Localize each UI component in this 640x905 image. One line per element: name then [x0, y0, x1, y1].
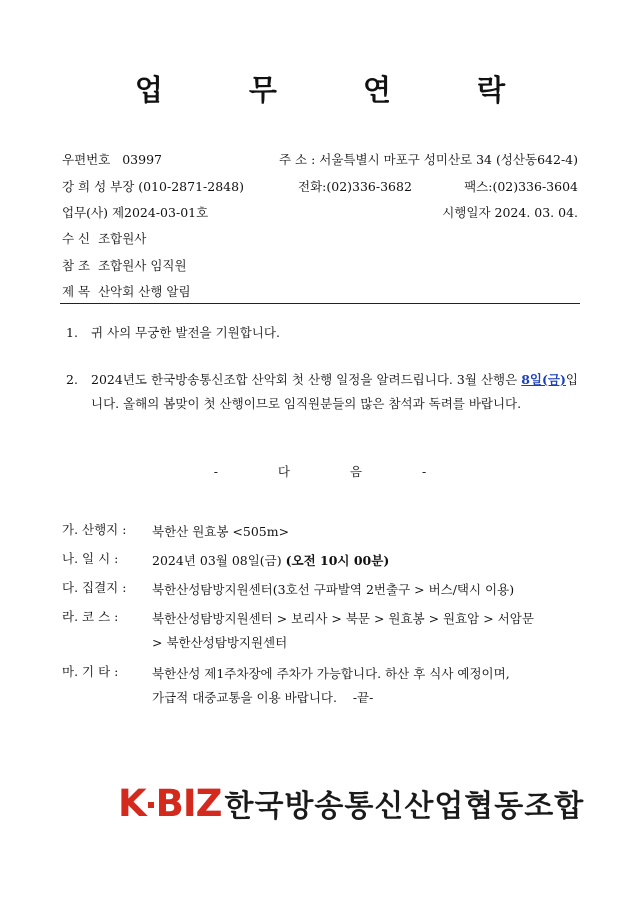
- paragraph-1: [66, 321, 578, 345]
- document-title: 업 무 연 락: [134, 73, 544, 107]
- paragraph-1-text: 귀 사의 무궁한 발전을 기원합니다.: [91, 325, 280, 340]
- logo-org-name: 한국방송통신산업협동조합: [224, 789, 585, 824]
- contact-person: 강 희 성 부장 (010-2871-2848): [62, 179, 244, 194]
- item-meeting-point-value: 북한산성탐방지원센터(3호선 구파발역 2번출구 > 버스/택시 이용): [152, 582, 515, 597]
- item-meeting-point-key: 다. 집결지 :: [62, 580, 127, 595]
- kbiz-logo: [118, 778, 584, 828]
- postal-label: 우편번호: [62, 152, 111, 167]
- fax: 팩스:(02)336-3604: [464, 179, 578, 194]
- item-course: [62, 607, 582, 655]
- item-datetime-time: (오전 10시 00분): [285, 553, 390, 568]
- item-other: [62, 662, 582, 710]
- item-course-line-2: > 북한산성탐방지원센터: [152, 635, 288, 650]
- address: 주 소 : 서울특별시 마포구 성미산로 34 (성산동642-4): [279, 152, 578, 167]
- header-divider: [60, 303, 580, 304]
- reference: 참 조 조합원사 임직원: [62, 258, 187, 273]
- paragraph-2-text-b: 입니다. 올해의 봄맞이 첫 산행이므로 임직원분들의 많은 참석과 독려를 바랍니다.: [91, 372, 578, 411]
- item-datetime-key: 나. 일 시 :: [62, 551, 119, 566]
- paragraph-2: [66, 368, 578, 415]
- paragraph-1-number: 1.: [66, 325, 78, 340]
- postal-code: 03997: [122, 152, 162, 167]
- item-other-line-1: 북한산성 제1주차장에 주차가 가능합니다. 하산 후 식사 예정이며,: [152, 666, 510, 681]
- logo-brand-rest: BIZ: [155, 781, 222, 825]
- date-highlight: 8일(금): [521, 372, 566, 387]
- recipient: 수 신 조합원사: [62, 231, 147, 246]
- doc-number: 업무(사) 제2024-03-01호: [62, 205, 209, 220]
- paragraph-2-number: 2.: [66, 372, 78, 387]
- item-other-key: 마. 기 타 :: [62, 664, 119, 679]
- item-other-line-2: 가급적 대중교통을 이용 바랍니다. -끝-: [152, 690, 374, 705]
- logo-dot-icon: [148, 802, 154, 808]
- logo-brand-k: K: [118, 781, 146, 825]
- item-location-key: 가. 산행지 :: [62, 522, 127, 537]
- postal-row: [62, 150, 162, 168]
- item-datetime-value: 2024년 03월 08일(금): [152, 553, 282, 568]
- item-location: [62, 520, 582, 544]
- item-datetime: [62, 549, 582, 573]
- item-meeting-point: [62, 578, 582, 602]
- da-eum-heading: - 다 음 -: [213, 464, 427, 479]
- paragraph-2-text: [91, 368, 578, 415]
- item-location-value: 북한산 원효봉 <505m>: [152, 524, 290, 539]
- subject: 제 목 산악회 산행 알림: [62, 284, 191, 299]
- paragraph-2-text-a: 2024년도 한국방송통신조합 산악회 첫 산행 일정을 알려드립니다. 3월 산행은: [91, 372, 518, 387]
- item-course-key: 라. 코 스 :: [62, 609, 119, 624]
- issue-date: 시행일자 2024. 03. 04.: [442, 205, 578, 220]
- item-course-line-1: 북한산성탐방지원센터 > 보리사 > 북문 > 원효봉 > 원효암 > 서암문: [152, 611, 534, 626]
- phone: 전화:(02)336-3682: [298, 179, 412, 194]
